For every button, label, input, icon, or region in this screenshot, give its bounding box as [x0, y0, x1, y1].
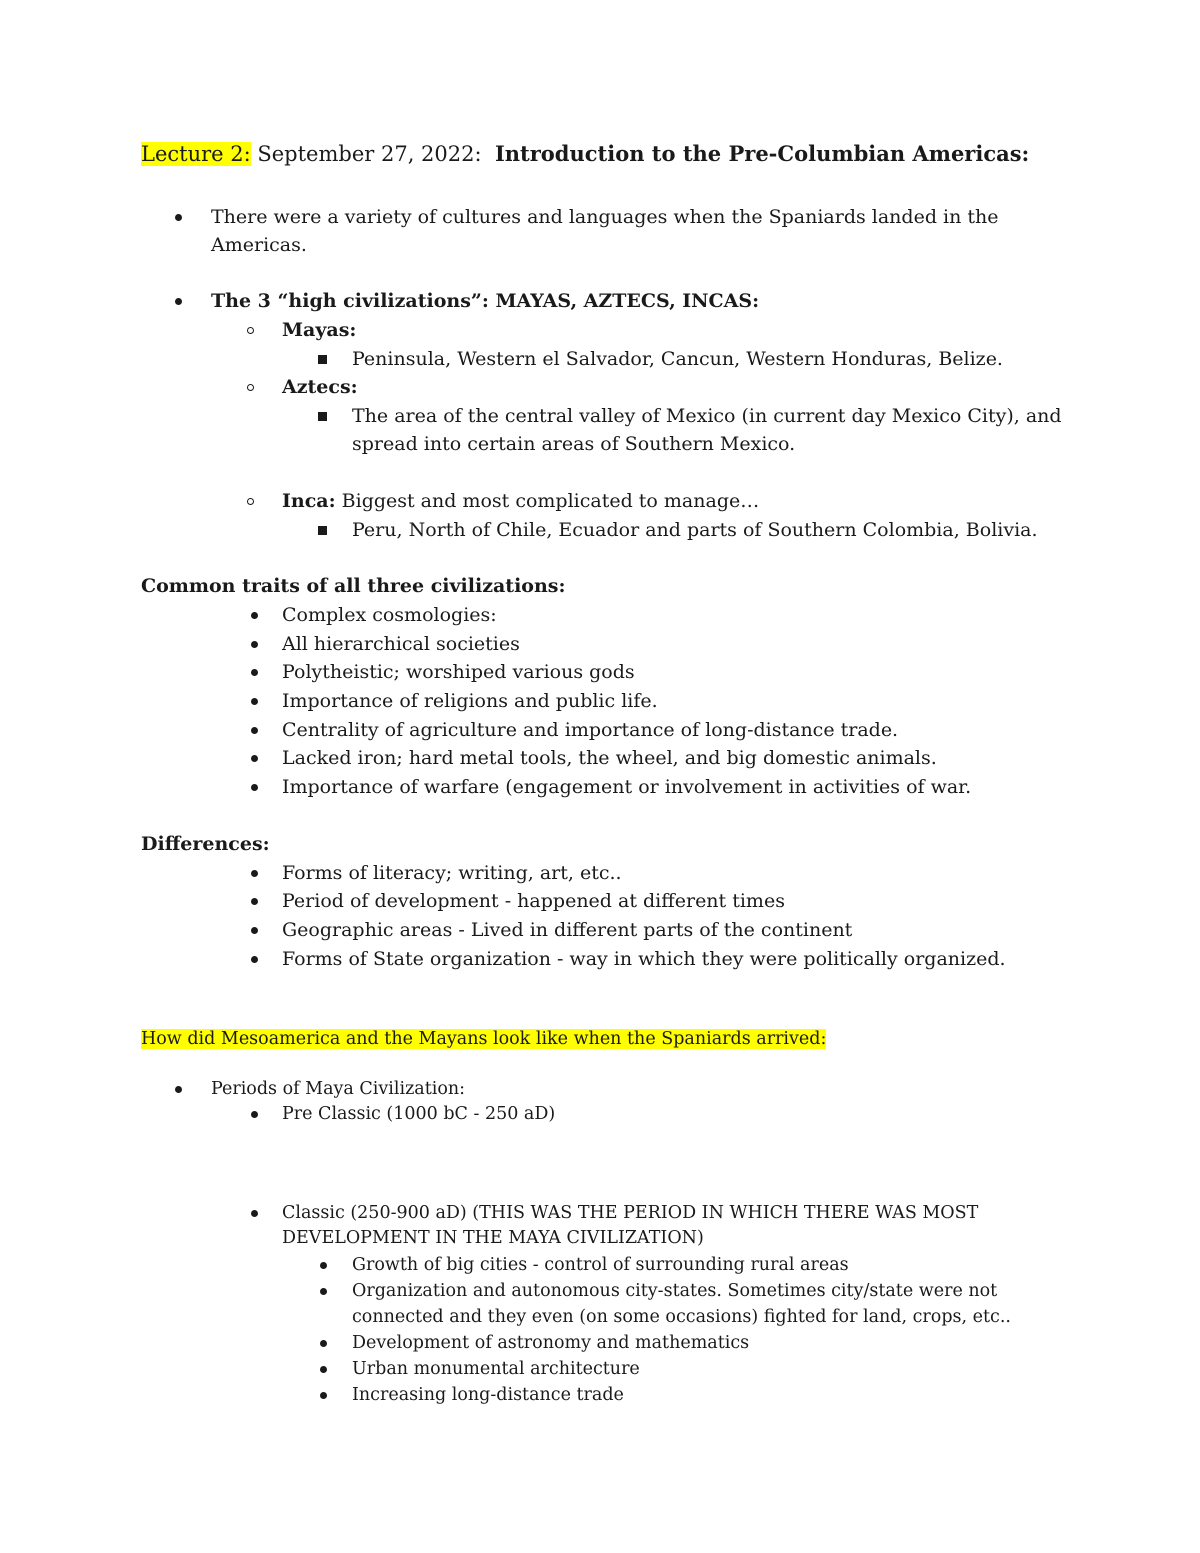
- mesoamerica-heading-text: How did Mesoamerica and the Mayans look like when the Spaniards arrived:: [141, 1029, 827, 1049]
- bullet-icon: [175, 214, 182, 221]
- common-traits-heading: Common traits of all three civilizations:: [141, 575, 566, 597]
- common-trait-item: Centrality of agriculture and importance of long-distance trade.: [282, 719, 899, 741]
- square-bullet-icon: [318, 412, 327, 421]
- common-trait-item: Lacked iron; hard metal tools, the wheel, and big domestic animals.: [282, 747, 937, 769]
- bullet-icon: [251, 898, 258, 905]
- difference-item: Forms of State organization - way in which they were politically organized.: [282, 948, 1006, 970]
- square-bullet-icon: [318, 355, 327, 364]
- difference-item: Geographic areas - Lived in different parts of the continent: [282, 919, 853, 941]
- bullet-icon: [251, 927, 258, 934]
- bullet-icon: [251, 669, 258, 676]
- classic-sub-item: Development of astronomy and mathematics: [352, 1333, 750, 1353]
- differences-heading: Differences:: [141, 833, 270, 855]
- bullet-icon: [175, 1086, 182, 1093]
- bullet-icon: [251, 727, 258, 734]
- periods-item: Periods of Maya Civilization:: [211, 1079, 466, 1099]
- mayas-detail: Peninsula, Western el Salvador, Cancun, Western Honduras, Belize.: [352, 348, 1003, 370]
- classic-sub-item: Increasing long-distance trade: [352, 1385, 624, 1405]
- bullet-icon: [251, 612, 258, 619]
- ring-bullet-icon: [247, 327, 254, 334]
- common-trait-item: Importance of warfare (engagement or involvement in activities of war.: [282, 776, 972, 798]
- classic-sub-item: Urban monumental architecture: [352, 1359, 640, 1379]
- bullet-icon: [251, 784, 258, 791]
- mesoamerica-heading: [141, 1025, 826, 1053]
- classic-sub-item: Growth of big cities - control of surrounding rural areas: [352, 1255, 849, 1275]
- common-trait-item: All hierarchical societies: [282, 633, 520, 655]
- square-bullet-icon: [318, 526, 327, 535]
- classic-sub-item: Organization and autonomous city-states. Sometimes city/state were not: [352, 1281, 998, 1301]
- bullet-icon: [251, 641, 258, 648]
- aztecs-label: Aztecs:: [282, 376, 358, 398]
- common-trait-item: Importance of religions and public life.: [282, 690, 658, 712]
- bullet-icon: [320, 1392, 327, 1399]
- mayas-label: Mayas:: [282, 319, 357, 341]
- aztecs-detail: The area of the central valley of Mexico (in current day Mexico City), and: [352, 405, 1062, 427]
- bullet-icon: [251, 1210, 258, 1217]
- inca-note: Biggest and most complicated to manage…: [335, 490, 760, 512]
- bullet-icon: [251, 755, 258, 762]
- common-trait-item: Complex cosmologies:: [282, 604, 497, 626]
- lecture-label: Lecture 2:: [141, 142, 251, 166]
- bullet-icon: [175, 298, 182, 305]
- common-trait-item: Polytheistic; worshiped various gods: [282, 661, 635, 683]
- difference-item: Period of development - happened at different times: [282, 890, 785, 912]
- inca-label: Inca:: [282, 490, 336, 512]
- preclassic-item: Pre Classic (1000 bC - 250 aD): [282, 1104, 556, 1124]
- inca-detail: Peru, North of Chile, Ecuador and parts of Southern Colombia, Bolivia.: [352, 519, 1038, 541]
- aztecs-detail-cont: spread into certain areas of Southern Mexico.: [352, 433, 796, 455]
- bullet-icon: [320, 1366, 327, 1373]
- ring-bullet-icon: [247, 384, 254, 391]
- bullet-icon: [251, 956, 258, 963]
- lecture-topic: Introduction to the Pre-Columbian Americas:: [494, 141, 1030, 166]
- bullet-icon: [320, 1262, 327, 1269]
- intro-bullet-2: The 3 “high civilizations”: MAYAS, AZTECS, INCAS:: [211, 290, 760, 312]
- bullet-icon: [320, 1340, 327, 1347]
- intro-bullet-1-cont: Americas.: [211, 234, 307, 256]
- lecture-title: [141, 140, 1029, 168]
- classic-sub-item-cont: connected and they even (on some occasions) fighted for land, crops, etc..: [352, 1307, 1011, 1327]
- lecture-date: September 27, 2022:: [250, 142, 482, 166]
- bullet-icon: [251, 1111, 258, 1118]
- bullet-icon: [320, 1288, 327, 1295]
- difference-item: Forms of literacy; writing, art, etc..: [282, 862, 622, 884]
- inca-line: [282, 487, 759, 515]
- intro-bullet-1: There were a variety of cultures and languages when the Spaniards landed in the: [211, 206, 999, 228]
- classic-item-cont: DEVELOPMENT IN THE MAYA CIVILIZATION): [282, 1228, 704, 1248]
- ring-bullet-icon: [247, 498, 254, 505]
- classic-item: Classic (250-900 aD) (THIS WAS THE PERIOD IN WHICH THERE WAS MOST: [282, 1203, 979, 1223]
- bullet-icon: [251, 698, 258, 705]
- bullet-icon: [251, 870, 258, 877]
